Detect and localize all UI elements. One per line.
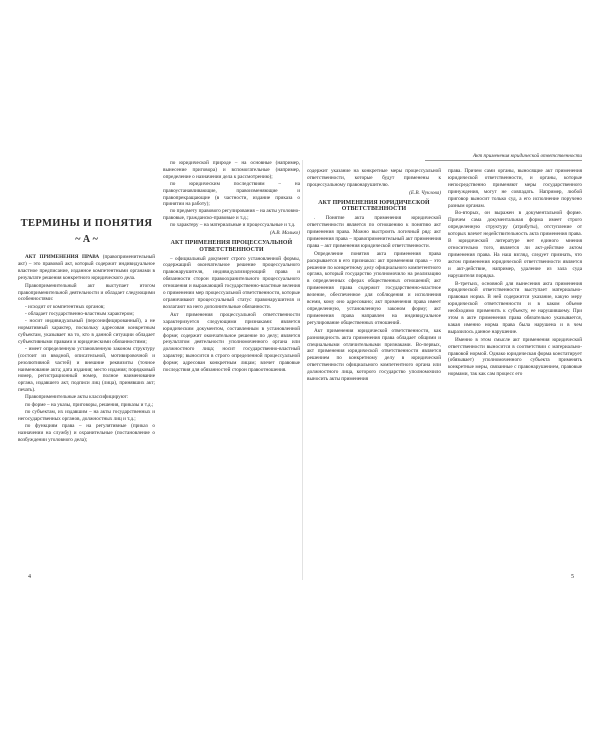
list-item: - обладает государственно-властным характером; (25, 311, 134, 318)
list-item: - имеет определенную установленную законом структуру (состоит из вводной, описательной, мотивировочной и резолютивной частей) и внешние реквизиты (точное наименование акта; дата издания; место издания; порядковый номер, регистрационный номер, полное наименование органа, издавшего акт, подписи лиц (лица), принявших акт; печать). (18, 345, 155, 394)
list-item: по предмету правового регулирования – на акты уголовно-правовые, гражданско-правовые и т.д.; (163, 208, 300, 222)
paragraph: Правоприменительные акты классифицируют: (25, 394, 129, 401)
list-item: по функциям права – на регулятивные (приказ о назначении на службу) и охранительные (постановление о возбуждении уголовного дела); (18, 422, 155, 443)
paragraph: В-третьих, основной для вынесения акта применения юридической ответственности выступает материально-правовая норма. В ней содержится указание, какую меру юридической ответственности и в каком объеме необходимо применить к субъекту, ее нарушившему. При этом в акте применения права обязательно указывается, какая именно норма права была нарушена и в чем выразилось данное нарушение. (448, 280, 582, 335)
right-page (307, 153, 582, 580)
term-heading: АКТ ПРИМЕНЕНИЯ ПРОЦЕССУАЛЬНОЙ ОТВЕТСТВЕННОСТИ (170, 239, 293, 253)
paragraph: Акт применения процессуальной ответственности характеризуется следующими признаками: является юридическим документом, составленным в установленной форме; содержит окончательное решение по делу; является результатом деятельности уполномоченного органа или должностного лица; носит государственно-властный характер; выносится в строго определенной процессуальной форме; адресован конкретным лицам; влечет правовые последствия для обязанностей сторон правоотношения. (163, 311, 300, 374)
author-signature: (А.В. Малько) (270, 230, 300, 237)
left-page (18, 160, 300, 580)
term-heading: АКТ ПРИМЕНЕНИЯ ПРАВА (25, 254, 100, 260)
list-item: по характеру – на материальные и процессуальные и т.д. (170, 222, 296, 229)
paragraph: Правоприменительный акт выступает итогом правоприменительной деятельности и обладает следующими особенностями: (18, 282, 155, 303)
right-column-2 (448, 168, 582, 566)
running-head-rule (425, 160, 582, 161)
running-head: Акт применения юридической ответственности (472, 153, 582, 159)
list-item: по юридическим последствиям – на правоустанавливающие, правоизменяющие и правопрекращающие (в частности, издание приказа о принятии на работу); (163, 180, 300, 208)
term-definition: (правоприменительный акт) – это правовой акт, который содержит индивидуальное властное предписание, изданное компетентными органами в результате решения конкретного юридического дела. (18, 254, 155, 281)
feature-list (18, 304, 155, 394)
section-letter: ~ А ~ (75, 234, 98, 245)
section-title: ТЕРМИНЫ И ПОНЯТИЯ (20, 218, 153, 229)
paragraph: Во-вторых, он выражен в документальной форме. Причем сама документальная форма имеет строго определенную структуру (атрибуты), отступление от которых влечет недействительность акта применения права. В юридической литературе нет единого мнения относительно того, является ли акт-действие актом применения права. На наш взгляд, следует признать, что актом применения юридической ответственности является и акт-действие, например, удаление из зала суда нарушителя порядка. (448, 210, 582, 279)
right-column-1 (307, 168, 441, 566)
page-gutter (302, 160, 303, 580)
list-item: - исходит от компетентных органов; (25, 304, 105, 311)
author-signature: (Е.В. Чуклова) (409, 189, 441, 196)
term-definition: . Понятие акта применения юридической ответственности является по отношению к понятию акт применения права. Можно выстроить логичный ряд: акт применения права – правоприменительный акт применения права – акт применения юридической ответственности. (307, 215, 441, 249)
left-column-1 (18, 160, 155, 566)
page-number-left: 4 (28, 574, 31, 580)
classification-list-continued (163, 160, 300, 229)
paragraph: Именно в этом смысле акт применения юридической ответственности выносится в соответствии с материально-правовой нормой. Однако юридическая форма констатирует (обязывает) уполномоченного субъекта применять конкретные меры, связанные с правонарушением, правовые нормами, так как сам процесс его (448, 336, 582, 378)
left-column-2 (163, 160, 300, 566)
page-number-right: 5 (571, 574, 574, 580)
term-definition: – официальный документ строго установленной формы, содержащий окончательное решение процессуального правонарушителя, индивидуализирующий права и обязанности сторон правоохранительного процессуального отношения и выражающий государственно-властные веления о применении мер процессуальной ответственности, которые ограничивают процессуальный статус правонарушителя и возлагают на него дополнительные обязанности. (163, 255, 300, 310)
list-item: по субъектам, их издавшим – на акты государственных и негосударственных органов, должностных лиц и т.д.; (18, 408, 155, 422)
term-heading: АКТ ПРИМЕНЕНИЯ ЮРИДИЧЕСКОЙ ОТВЕТСТВЕННОСТИ (318, 199, 430, 213)
list-item: по юридической природе – на основные (например, вынесение приговора) и вспомогательные (например, определение о назначении дела к рассмотрению); (163, 160, 300, 180)
list-item: - носит индивидуальный (персонифицированный), а не нормативный характер, поскольку адресован конкретным субъектам, указывает на то, кто в данной ситуации обладает субъективными правами и юридическими обязанностями; (18, 318, 155, 345)
paragraph: Определение понятия акта применения права раскрывается в его признаках: акт применения права – это решение по конкретному делу официального компетентного органа, который государство уполномочило на реализацию в определенных сферах общественных отношений; акт применения права содержит государственно-властное веление, обеспеченное для соблюдения и исполнения всеми, кому оно адресовано; акт применения права имеет определенную, установленную законом форму; акт применения права направлен на индивидуальное регулирование общественных отношений. (307, 250, 441, 326)
paragraph: Акт применения юридической ответственности, как разновидность акта применения права обладает общими и специальными отличительными признаками. Во-первых, акт применения юридической ответственности является решением по конкретному делу в юридической ответственности официального компетентного органа или должностного лица, которого государство уполномочило выносить акты применения (307, 327, 441, 383)
list-item: по форме – на указы, приговоры, решения, приказы и т.д.; (25, 402, 154, 409)
term-entry-act-primeneniya-prava (18, 254, 155, 282)
classification-list (18, 402, 155, 443)
paragraph: содержит указание на конкретные меры процессуальной ответственности, которые будут применены к процессуальному правонарушителю. (307, 168, 441, 188)
paragraph: права. Причем сами органы, выносящие акт применения юридической ответственности, и органы, которые непосредственно применяют меры государственного принуждения, могут не совпадать. Например, любой приговор выносит только суд, а его исполнение поручено разным органам. (448, 168, 582, 209)
